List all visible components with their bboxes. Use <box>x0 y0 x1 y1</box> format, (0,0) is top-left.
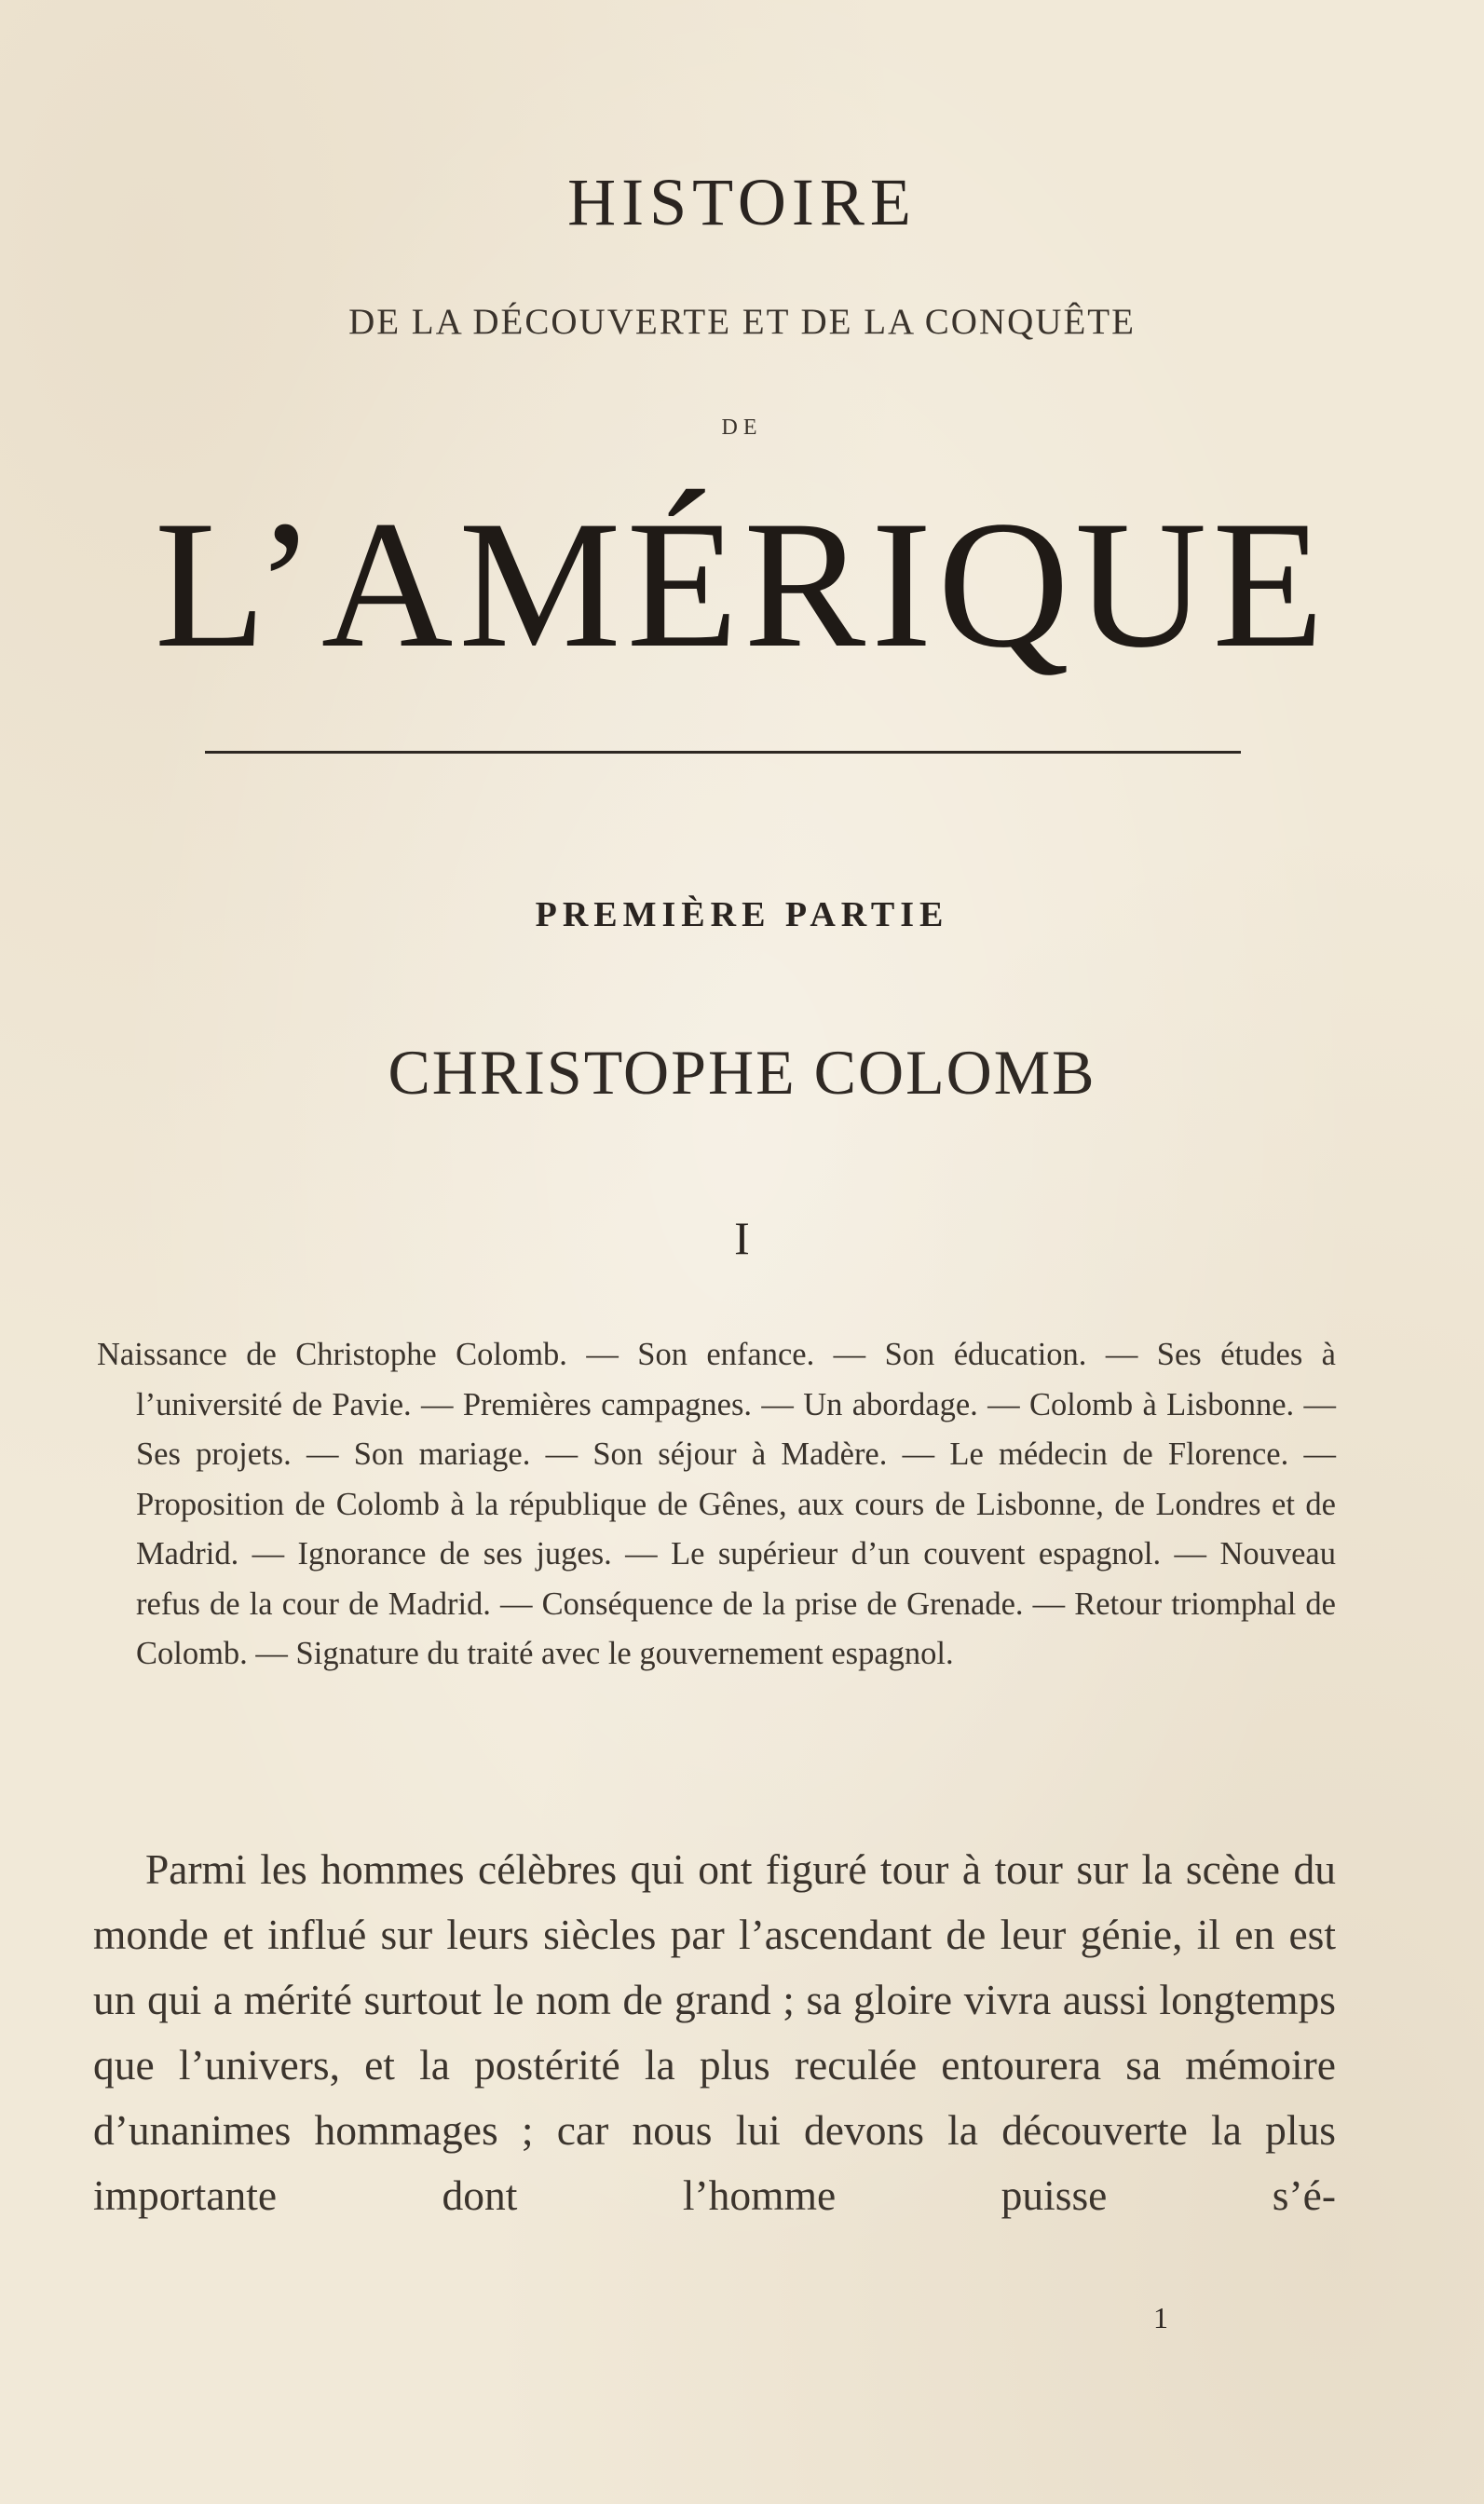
title-subtitle: DE LA DÉCOUVERTE ET DE LA CONQUÊTE <box>348 302 1136 342</box>
part-title: PREMIÈRE PARTIE <box>535 895 949 934</box>
title-de: DE <box>721 415 763 440</box>
title-rule <box>205 751 1241 754</box>
chapter-summary-text: Naissance de Christophe Colomb. — Son enfance. — Son éducation. — Ses études à l’université de Pavie. — Premières campagnes. — Un abordage. — Colomb à Lisbonne. — Ses projets. — Son mariage. — Son séjour à Madère. — Le médecin de Florence. — Proposition de Colomb à la république de Gênes, aux cours de Lisbonne, de Londres et de Madrid. — Ignorance de ses juges. — Le supérieur d’un couvent espagnol. — Nouveau refus de la cour de Madrid. — Conséquence de la prise de Grenade. — Retour triomphal de Colomb. — Signature du traité avec le gouvernement espagnol. <box>97 1337 1336 1671</box>
body-paragraph: Parmi les hommes célèbres qui ont figuré tour à tour sur la scène du monde et influé sur leurs siècles par l’ascendant de leur génie, il en est un qui a mérité surtout le nom de grand ; sa gloire vivra aussi longtemps que l’univers, et la postérité la plus reculée entourera sa mémoire d’unanimes hommages ; car nous lui devons la découverte la plus importante dont l’homme puisse s’é- <box>93 1845 1336 2219</box>
title-amerique: L’AMÉRIQUE <box>154 483 1330 686</box>
chapter-number: I <box>734 1212 750 1264</box>
title-histoire: HISTOIRE <box>567 165 917 239</box>
page-number: 1 <box>1153 2301 1168 2334</box>
chapter-summary <box>97 1330 1336 1680</box>
chapter-name: CHRISTOPHE COLOMB <box>388 1037 1096 1108</box>
